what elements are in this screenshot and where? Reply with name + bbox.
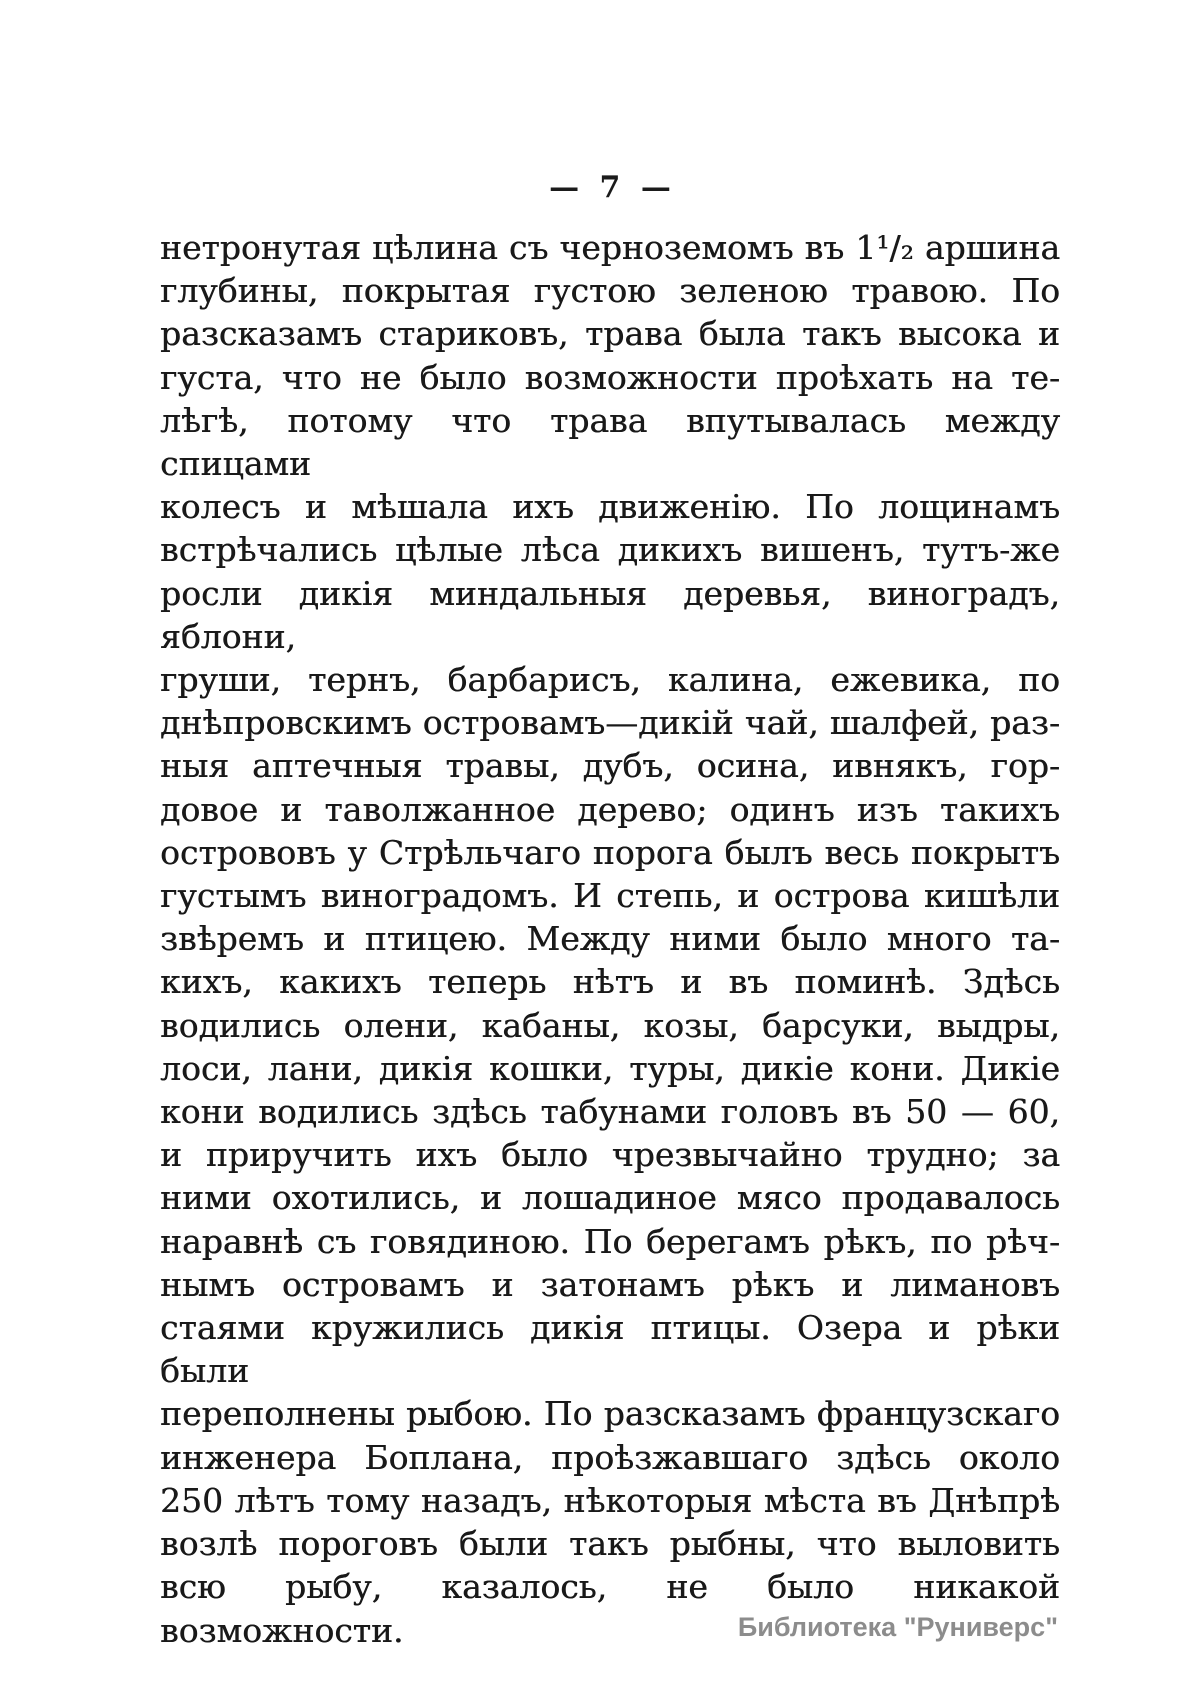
text-line: кихъ, какихъ теперь нѣтъ и въ поминѣ. Здѣсь [160, 962, 1060, 1002]
text-line: возлѣ пороговъ были такъ рыбны, что выловить [160, 1524, 1060, 1564]
text-line: переполнены рыбою. По разсказамъ французскаго [160, 1394, 1060, 1434]
text-line: росли дикія миндальныя деревья, виноградъ, яблони, [160, 573, 1060, 656]
text-line: глубины, покрытая густою зеленою травою. По [160, 271, 1060, 311]
text-line: наравнѣ съ говядиною. По берегамъ рѣкъ, по рѣч- [160, 1221, 1060, 1261]
body-text [160, 226, 1060, 1652]
text-line: звѣремъ и птицею. Между ними было много та- [160, 919, 1060, 959]
text-line: довое и таволжанное дерево; одинъ изъ такихъ [160, 789, 1060, 829]
text-line: кони водились здѣсь табунами головъ въ 50 — 60, [160, 1092, 1060, 1132]
text-line: густымъ виноградомъ. И степь, и острова кишѣли [160, 876, 1060, 916]
text-line: инженера Боплана, проѣзжавшаго здѣсь около [160, 1437, 1060, 1477]
text-line: густа, что не было возможности проѣхать на те- [160, 357, 1060, 397]
text-line: ними охотились, и лошадиное мясо продавалось [160, 1178, 1060, 1218]
text-line: ныя аптечныя травы, дубъ, осина, ивнякъ, гор- [160, 746, 1060, 786]
text-line: днѣпровскимъ островамъ—дикій чай, шалфей, раз- [160, 703, 1060, 743]
text-line: острововъ у Стрѣльчаго порога былъ весь покрытъ [160, 832, 1060, 872]
text-line: стаями кружились дикія птицы. Озера и рѣки были [160, 1308, 1060, 1391]
page-number: — 7 — [549, 170, 671, 205]
text-line: водились олени, кабаны, козы, барсуки, выдры, [160, 1005, 1060, 1045]
text-line: и приручить ихъ было чрезвычайно трудно; за [160, 1135, 1060, 1175]
text-line: 250 лѣтъ тому назадъ, нѣкоторыя мѣста въ Днѣпрѣ [160, 1480, 1060, 1520]
text-line: лѣгѣ, потому что трава впутывалась между спицами [160, 400, 1060, 484]
library-watermark: Библиотека "Руниверс" [737, 1612, 1058, 1642]
text-line: нымъ островамъ и затонамъ рѣкъ и лимановъ [160, 1264, 1060, 1304]
text-line: колесъ и мѣшала ихъ движенію. По лощинамъ [160, 487, 1060, 527]
text-line: разсказамъ стариковъ, трава была такъ высока и [160, 314, 1060, 354]
text-line: нетронутая цѣлина съ черноземомъ въ 1¹/₂ аршина [160, 228, 1060, 267]
text-line: встрѣчались цѣлые лѣса дикихъ вишенъ, тутъ-же [160, 530, 1060, 570]
text-line: всю рыбу, казалось, не было никакой возможности. [160, 1567, 1060, 1650]
text-line: лоси, лани, дикія кошки, туры, дикіе кони. Дикіе [160, 1048, 1060, 1088]
text-line: груши, тернъ, барбарисъ, калина, ежевика, по [160, 660, 1060, 700]
